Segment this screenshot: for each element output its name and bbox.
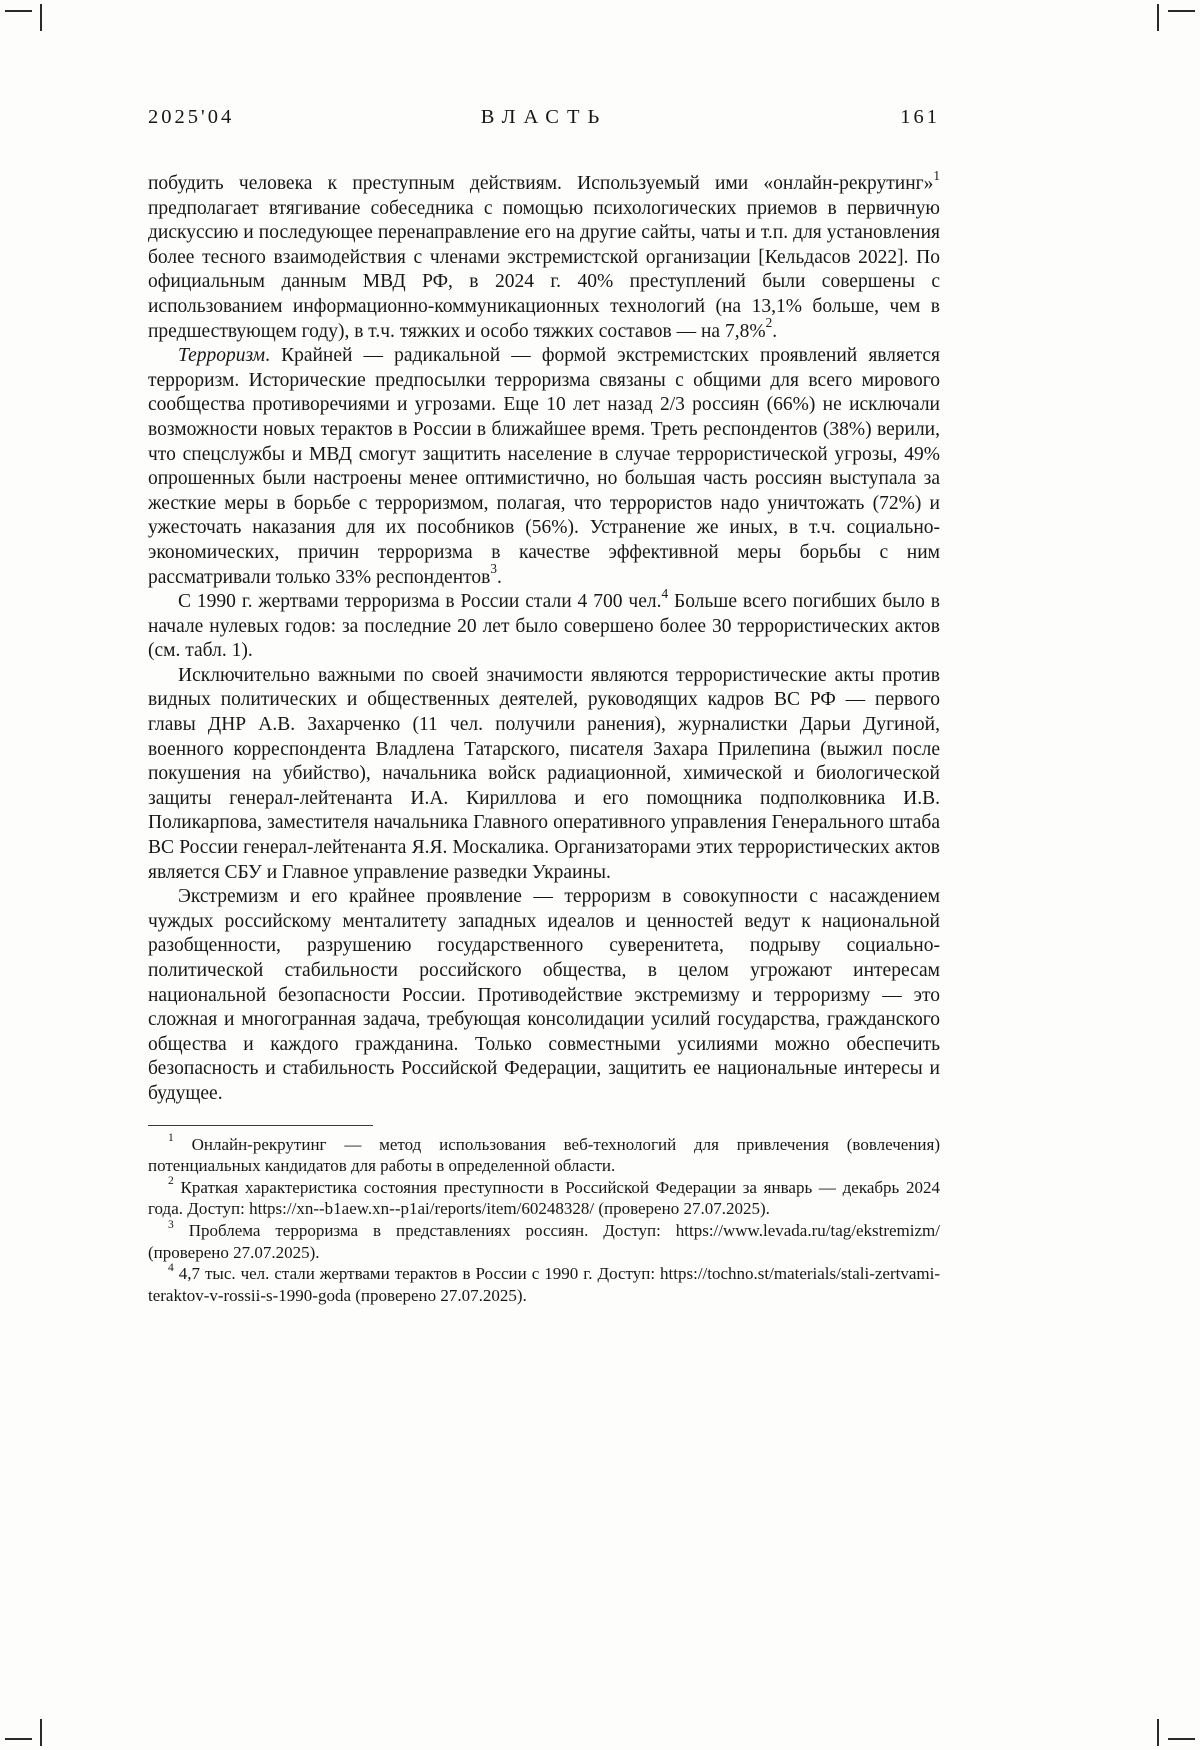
footnote-marker: 4 (661, 585, 669, 601)
footnotes (148, 1131, 940, 1307)
article-text-block (148, 167, 940, 1306)
crop-mark-top-left-vertical (40, 4, 42, 31)
footnote-marker: 2 (765, 315, 773, 331)
crop-mark-bottom-left-vertical (40, 1719, 42, 1746)
footnote: $^4$ 4,7 тыс. чел. стали жертвами терактов в России с 1990 г. Доступ: https://tochno.st/materials/stali-zertvami-teraktov-v-rossii-s-1990-goda (проверено 27.07.2025). (148, 1260, 940, 1305)
footnote-marker: 3 (490, 561, 497, 577)
footnote-marker: 1 (933, 167, 940, 183)
crop-mark-top-right-vertical (1157, 4, 1159, 31)
journal-title: ВЛАСТЬ (480, 106, 608, 128)
italic-term: Терроризм (178, 345, 266, 367)
footnote: $^3$ Проблема терроризма в представлениях россиян. Доступ: https://www.levada.ru/tag/ekstremizm/ (проверено 27.07.2025). (148, 1217, 940, 1262)
footnote-separator (148, 1125, 373, 1126)
footnote: $^1$ Онлайн-рекрутинг — метод использования веб-технологий для привлечения (вовлечения) потенциальных кандидатов для работы в определенной области. (148, 1131, 940, 1176)
crop-mark-bottom-right-horizontal (1168, 1738, 1195, 1740)
footnote-marker: 2 (168, 1174, 174, 1188)
paragraph: С 1990 г. жертвами терроризма в России стали 4 700 чел.$^4$ Больше всего погибших было в начале нулевых годов: за последние 20 лет было совершено более 30 террористических актов (см. табл. 1). (148, 585, 940, 662)
paragraph: побудить человека к преступным действиям. Используемый ими «онлайн-рекрутинг»$^1$ предполагает втягивание собеседника с помощью психологических приемов в первичную дискуссию и последующее перенаправление его на другие сайты, чаты и т.п. для установления более тесного взаимодействия с членами экстремистской организации [Кельдасов 2022]. По официальным данным МВД РФ, в 2024 г. 40% преступлений были совершены с использованием информационно-коммуникационных технологий (на 13,1% больше, чем в предшествующем году), в т.ч. тяжких и особо тяжких составов — на 7,8%$^2$. (148, 167, 940, 342)
crop-mark-top-right-horizontal (1168, 10, 1195, 12)
footnote-marker: 4 (168, 1260, 174, 1274)
crop-mark-bottom-left-horizontal (5, 1738, 32, 1740)
paragraph: Исключительно важными по своей значимости являются террористические акты против видных политических и общественных деятелей, руководящих кадров ВС РФ — первого главы ДНР А.В. Захарченко (11 чел. получили ранения), журналистки Дарьи Дугиной, военного корреспондента Владлена Татарского, писателя Захара Прилепина (выжил после покушения на убийство), начальника войск радиационной, химической и биологической защиты генерал-лейтенанта И.А. Кириллова и его помощника подполковника И.В. Поликарпова, заместителя начальника Главного оперативного управления Генерального штаба ВС России генерал-лейтенанта Я.Я. Москалика. Организаторами этих террористических актов является СБУ и Главное управление разведки Украины. (148, 664, 940, 883)
paragraphs (148, 167, 940, 1107)
footnote-marker: 3 (168, 1217, 174, 1231)
footnote-marker: 1 (168, 1131, 174, 1145)
running-head (148, 106, 940, 132)
issue-label: 2025'04 (148, 106, 235, 128)
paragraph: Терроризм. Крайней — радикальной — формой экстремистских проявлений является терроризм. Исторические предпосылки терроризма связаны с общими для всего мирового сообщества противоречиями и угрозами. Еще 10 лет назад 2/3 россиян (66%) не исключали возможности новых терактов в России в ближайшее время. Треть респондентов (38%) верили, что спецслужбы и МВД смогут защитить население в случае террористической угрозы, 49% опрошенных были настроены менее оптимистично, но большая часть россиян выступала за жесткие меры в борьбе с терроризмом, полагая, что террористов надо уничтожать (72%) и ужесточать наказания для их пособников (56%). Устранение же иных, в т.ч. социально-экономических, причин терроризма в качестве эффективной меры борьбы с ним рассматривали только 33% респондентов$^3$. (148, 345, 940, 588)
crop-mark-top-left-horizontal (5, 10, 32, 12)
crop-mark-bottom-right-vertical (1157, 1719, 1159, 1746)
page-number: 161 (900, 106, 940, 128)
paragraph: Экстремизм и его крайнее проявление — терроризм в совокупности с насаждением чуждых российскому менталитету западных идеалов и ценностей ведут к национальной разобщенности, разрушению государственного суверенитета, подрыву социально-политической стабильности российского общества, в целом угрожают интересам национальной безопасности России. Противодействие экстремизму и терроризму — это сложная и многогранная задача, требующая консолидации усилий государства, гражданского общества и каждого гражданина. Только совместными усилиями можно обеспечить безопасность и стабильность Российской Федерации, защитить ее национальные интересы и будущее. (148, 886, 940, 1104)
footnote: $^2$ Краткая характеристика состояния преступности в Российской Федерации за январь — декабрь 2024 года. Доступ: https://xn--b1aew.xn--p1ai/reports/item/60248328/ (проверено 27.07.2025). (148, 1174, 940, 1219)
